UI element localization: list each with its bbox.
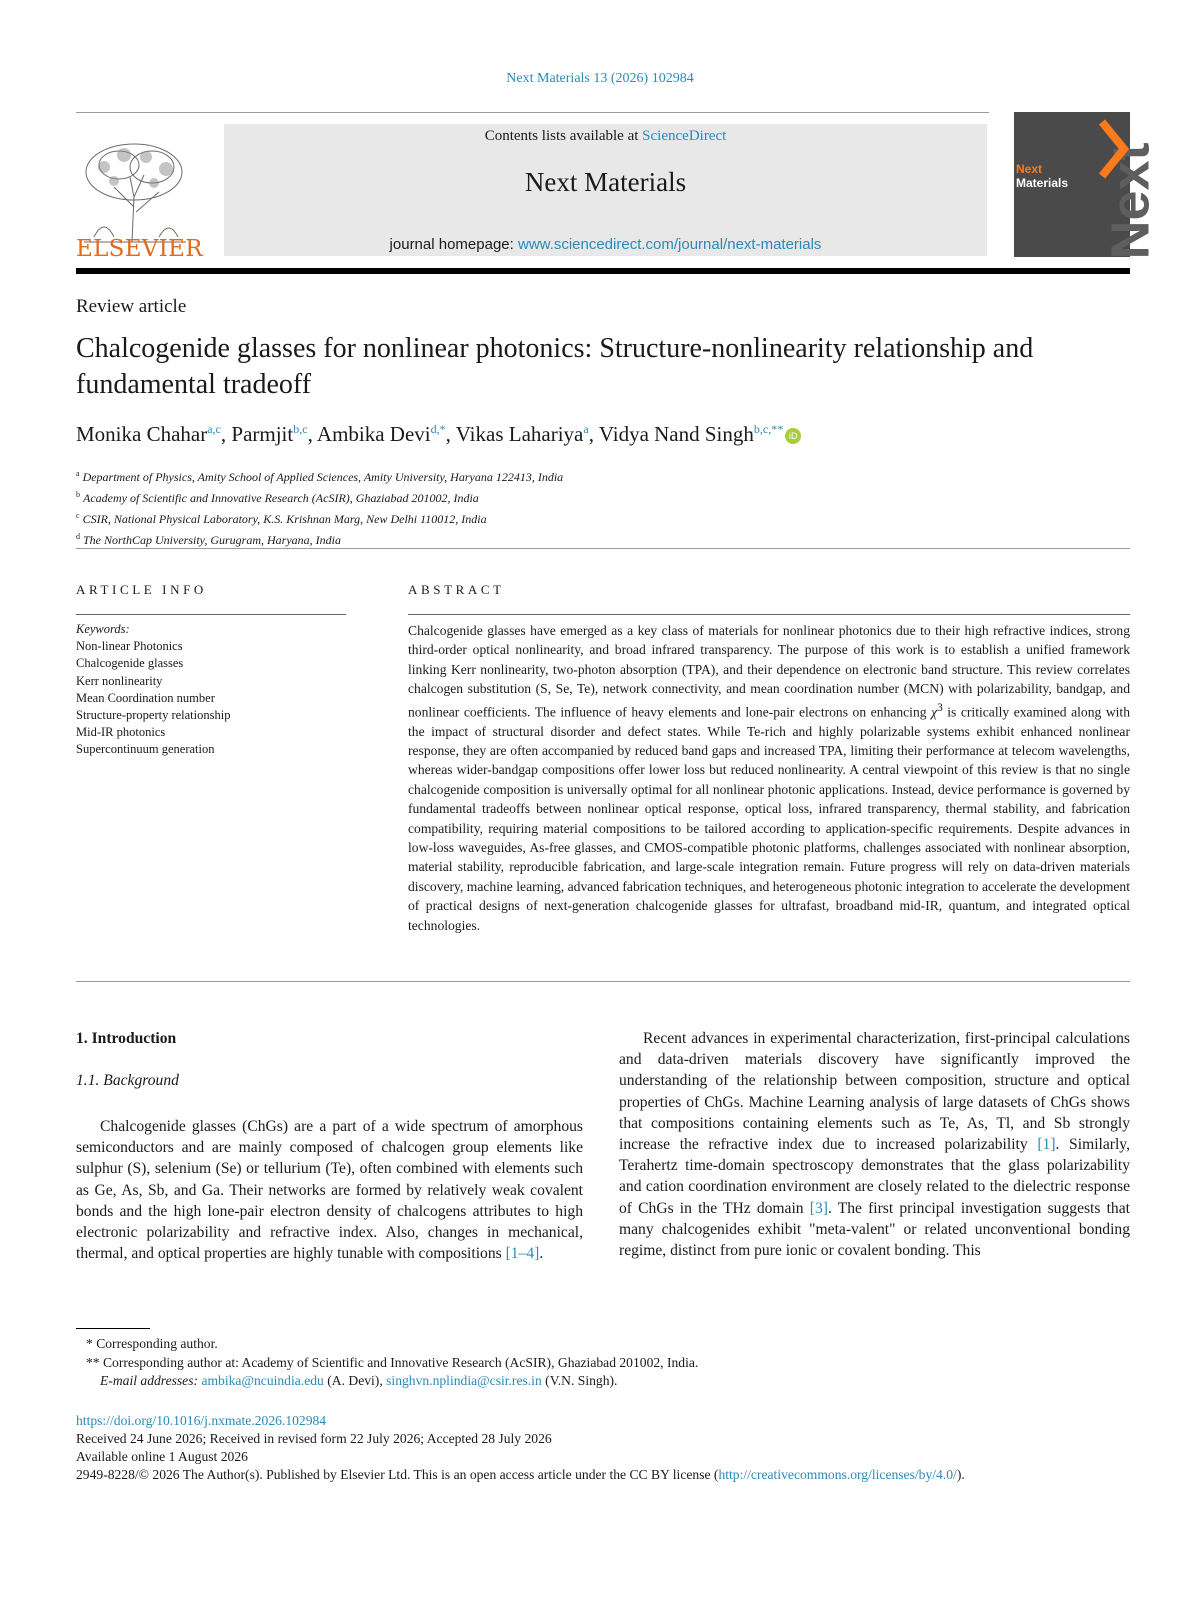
chi-exponent: 3 [937, 701, 943, 714]
license-link[interactable]: http://creativecommons.org/licenses/by/4.0/ [718, 1467, 957, 1482]
keyword-item: Supercontinuum generation [76, 742, 215, 757]
article-title: Chalcogenide glasses for nonlinear photonics: Structure-nonlinearity relationship and fundamental tradeoff [76, 333, 1034, 400]
keyword-item: Non-linear Photonics [76, 639, 183, 654]
affiliation-mark: b [76, 490, 80, 499]
author-separator: , [588, 422, 599, 446]
citation-link[interactable]: [1–4] [505, 1245, 540, 1263]
abstract-part: is critically examined along with the impact of structural disorder and defect states. While Te-rich and highly polarizable systems exhibit enhanced nonlinear response, they are often accompanied by reduced band gaps and increased TPA, limiting their performance at telecom wavelengths, whereas wider-bandgap compositions offer lower loss but reduced nonlinearity. A central viewpoint of this review is that no single chalcogenide composition is universally optimal for all nonlinear photonic applications. Instead, device performance is governed by fundamental tradeoffs between nonlinear optical response, optical loss, infrared transparency, thermal stability, and fabrication compatibility, requiring material compositions to be tailored according to application-specific requirements. Despite advances in low-loss waveguides, As-free glasses, and CMOS-compatible photonic platforms, challenges associated with nonlinear absorption, material stability, reproducible fabrication, and large-scale integration remain. Future progress will rely on data-driven materials discovery, machine learning, advanced fabrication techniques, and heterogeneous photonic integration to accelerate the development of practical designs of next-generation chalcogenide glasses for ultrafast, broadband mid-IR, quantum, and integrated optical technologies. [408, 704, 1130, 933]
license-text: ). [956, 1467, 965, 1482]
publication-dates: Received 24 June 2026; Received in revised form 22 July 2026; Accepted 28 July 2026 [76, 1431, 552, 1446]
footnote-emails [86, 1372, 698, 1391]
author-list [76, 422, 801, 447]
sciencedirect-link[interactable]: ScienceDirect [642, 128, 727, 144]
author-affil-marks[interactable]: b,c,** [753, 422, 784, 436]
paragraph-text: Recent advances in experimental characterization, first-principal calculations and data-driven materials discovery have significantly improved the understanding of the relationship between composition, structure and optical properties of ChGs. Machine Learning analysis of large datasets of ChGs shows that compositions containing elements such as Te, As, Tl, and Sb strongly increase the refractive index due to increased polarizability [619, 1030, 1130, 1154]
author-name[interactable]: Monika Chahar [76, 422, 208, 446]
author-affil-marks[interactable]: a,c [207, 422, 221, 436]
author-affil-marks[interactable]: b,c [293, 422, 308, 436]
affiliation-text: Academy of Scientific and Innovative Research (AcSIR), Ghaziabad 201002, India [83, 491, 479, 505]
article-info-heading: ARTICLE INFO [76, 582, 207, 597]
header-thick-rule [76, 268, 1130, 274]
citation-link[interactable]: [3] [809, 1199, 828, 1217]
paragraph-text: Chalcogenide glasses (ChGs) are a part of a wide spectrum of amorphous semiconductors and are mainly composed of chalcogen group elements like sulphur (S), selenium (Se) or tellurium (Te), often combined with elements such as Ge, As, Sb, and Ga. Their networks are formed by relatively weak covalent bonds and the high lone-pair electron density of chalcogens attributes to high electronic polarizability and refractive index. Also, changes in mechanical, thermal, and optical properties are highly tunable with compositions [76, 1118, 583, 1263]
keywords-block [76, 621, 230, 759]
contents-prefix: Contents lists available at [484, 128, 639, 144]
license-line [76, 1466, 965, 1484]
affiliation-item [76, 486, 563, 507]
keywords-label: Keywords: [76, 622, 130, 636]
email-link[interactable]: ambika@ncuindia.edu [201, 1373, 324, 1389]
email-owner: (V.N. Singh). [545, 1373, 618, 1389]
abstract-bottom-rule [76, 981, 1130, 982]
email-link[interactable]: singhvn.nplindia@csir.res.in [386, 1373, 542, 1389]
homepage-line [224, 236, 987, 253]
abstract-rule [408, 614, 1130, 615]
journal-name: Next Materials [524, 167, 687, 197]
cover-chevron-icon [1098, 118, 1128, 180]
footnote-corresponding-2: ** Corresponding author at: Academy of Scientific and Innovative Research (AcSIR), Ghaziabad 201002, India. [86, 1354, 699, 1370]
abstract-heading: ABSTRACT [408, 582, 505, 597]
affiliation-mark: d [76, 532, 80, 541]
journal-cover-thumbnail[interactable] [1014, 112, 1161, 260]
author-name[interactable]: Ambika Devi [316, 422, 431, 446]
affiliation-text: Department of Physics, Amity School of Applied Sciences, Amity University, Haryana 122413, India [82, 470, 564, 484]
abstract-part: Chalcogenide glasses have emerged as a key class of materials for nonlinear photonics due to their high refractive indices, strong third-order optical nonlinearity, and broad infrared transparency. The purpose of this work is to establish a unified framework linking Kerr nonlinearity, two-photon absorption (TPA), and their dependence on electronic band structure. This review correlates chalcogen substitution (S, Se, Te), network connectivity, and mean coordination number (MCN) with polarizability, bandgap, and nonlinear coefficients. The influence of heavy elements and lone-pair electrons on enhancing [408, 623, 1130, 720]
doi-link[interactable]: https://doi.org/10.1016/j.nxmate.2026.102984 [76, 1413, 327, 1428]
section-heading: 1. Introduction [76, 1030, 177, 1047]
online-date: Available online 1 August 2026 [76, 1449, 248, 1464]
affiliations [76, 465, 563, 549]
chi-symbol: χ [931, 704, 938, 720]
citation-link[interactable]: [1] [1037, 1136, 1056, 1154]
paragraph-text: . Similarly, Terahertz time-domain spectroscopy demonstrates that the glass polarizability and cation coordination environment are closely related to the dielectric response of ChGs in the THz domain [619, 1136, 1130, 1217]
affiliation-item [76, 507, 563, 528]
orcid-icon[interactable]: iD [785, 428, 801, 444]
license-text: 2949-8228/© 2026 The Author(s). Published by Elsevier Ltd. This is an open access article under the CC BY license ( [76, 1467, 719, 1482]
author-affil-marks[interactable]: d,* [430, 422, 446, 436]
keyword-item: Mean Coordination number [76, 690, 215, 705]
author-separator: , [220, 422, 232, 446]
author-name[interactable]: Parmjit [231, 422, 294, 446]
journal-reference-link[interactable]: Next Materials 13 (2026) 102984 [506, 71, 694, 86]
affiliation-mark: a [76, 469, 80, 478]
cover-title-line1: Next [1016, 162, 1043, 176]
journal-reference[interactable] [0, 71, 1200, 87]
body-paragraph-left [76, 1116, 583, 1264]
cover-big-word: Next [1100, 142, 1161, 260]
email-label: E-mail addresses: [100, 1373, 199, 1389]
affiliations-rule [76, 548, 1130, 549]
author-name[interactable]: Vikas Lahariya [455, 422, 584, 446]
affiliation-item [76, 528, 563, 549]
publication-info [76, 1412, 965, 1484]
affiliation-text: CSIR, National Physical Laboratory, K.S. Krishnan Marg, New Delhi 110012, India [82, 512, 487, 526]
footnote-rule [76, 1328, 150, 1329]
subsection-heading: 1.1. Background [76, 1072, 179, 1089]
affiliation-text: The NorthCap University, Gurugram, Haryana, India [83, 533, 341, 547]
journal-masthead [224, 124, 987, 256]
homepage-link[interactable]: www.sciencedirect.com/journal/next-materials [517, 236, 822, 253]
article-type: Review article [76, 296, 187, 317]
abstract-text [408, 621, 1130, 935]
keyword-item: Kerr nonlinearity [76, 673, 163, 688]
author-separator: , [307, 422, 317, 446]
elsevier-wordmark: ELSEVIER [76, 236, 203, 262]
author-name[interactable]: Vidya Nand Singh [598, 422, 754, 446]
affiliation-mark: c [76, 511, 80, 520]
paragraph-text: . [539, 1245, 544, 1263]
keyword-item: Chalcogenide glasses [76, 656, 184, 671]
keyword-item: Structure-property relationship [76, 708, 231, 723]
email-owner: (A. Devi), [327, 1373, 383, 1389]
footnote-corresponding: * Corresponding author. [86, 1336, 218, 1351]
body-paragraph-right [619, 1028, 1130, 1261]
article-info-rule [76, 614, 346, 615]
paragraph-text: . The first principal investigation suggests that many chalcogenides exhibit "meta-valent" or related unconventional bonding regime, distinct from pure ionic or covalent bonding. This [619, 1199, 1130, 1260]
author-separator: , [445, 422, 456, 446]
affiliation-item [76, 465, 563, 486]
author-affil-marks[interactable]: a [583, 422, 589, 436]
cover-title-line2: Materials [1016, 176, 1069, 190]
footnotes [86, 1335, 698, 1391]
homepage-prefix: journal homepage: [389, 236, 514, 253]
keyword-item: Mid-IR photonics [76, 725, 166, 740]
header-rule [76, 112, 989, 113]
contents-line [224, 128, 987, 145]
